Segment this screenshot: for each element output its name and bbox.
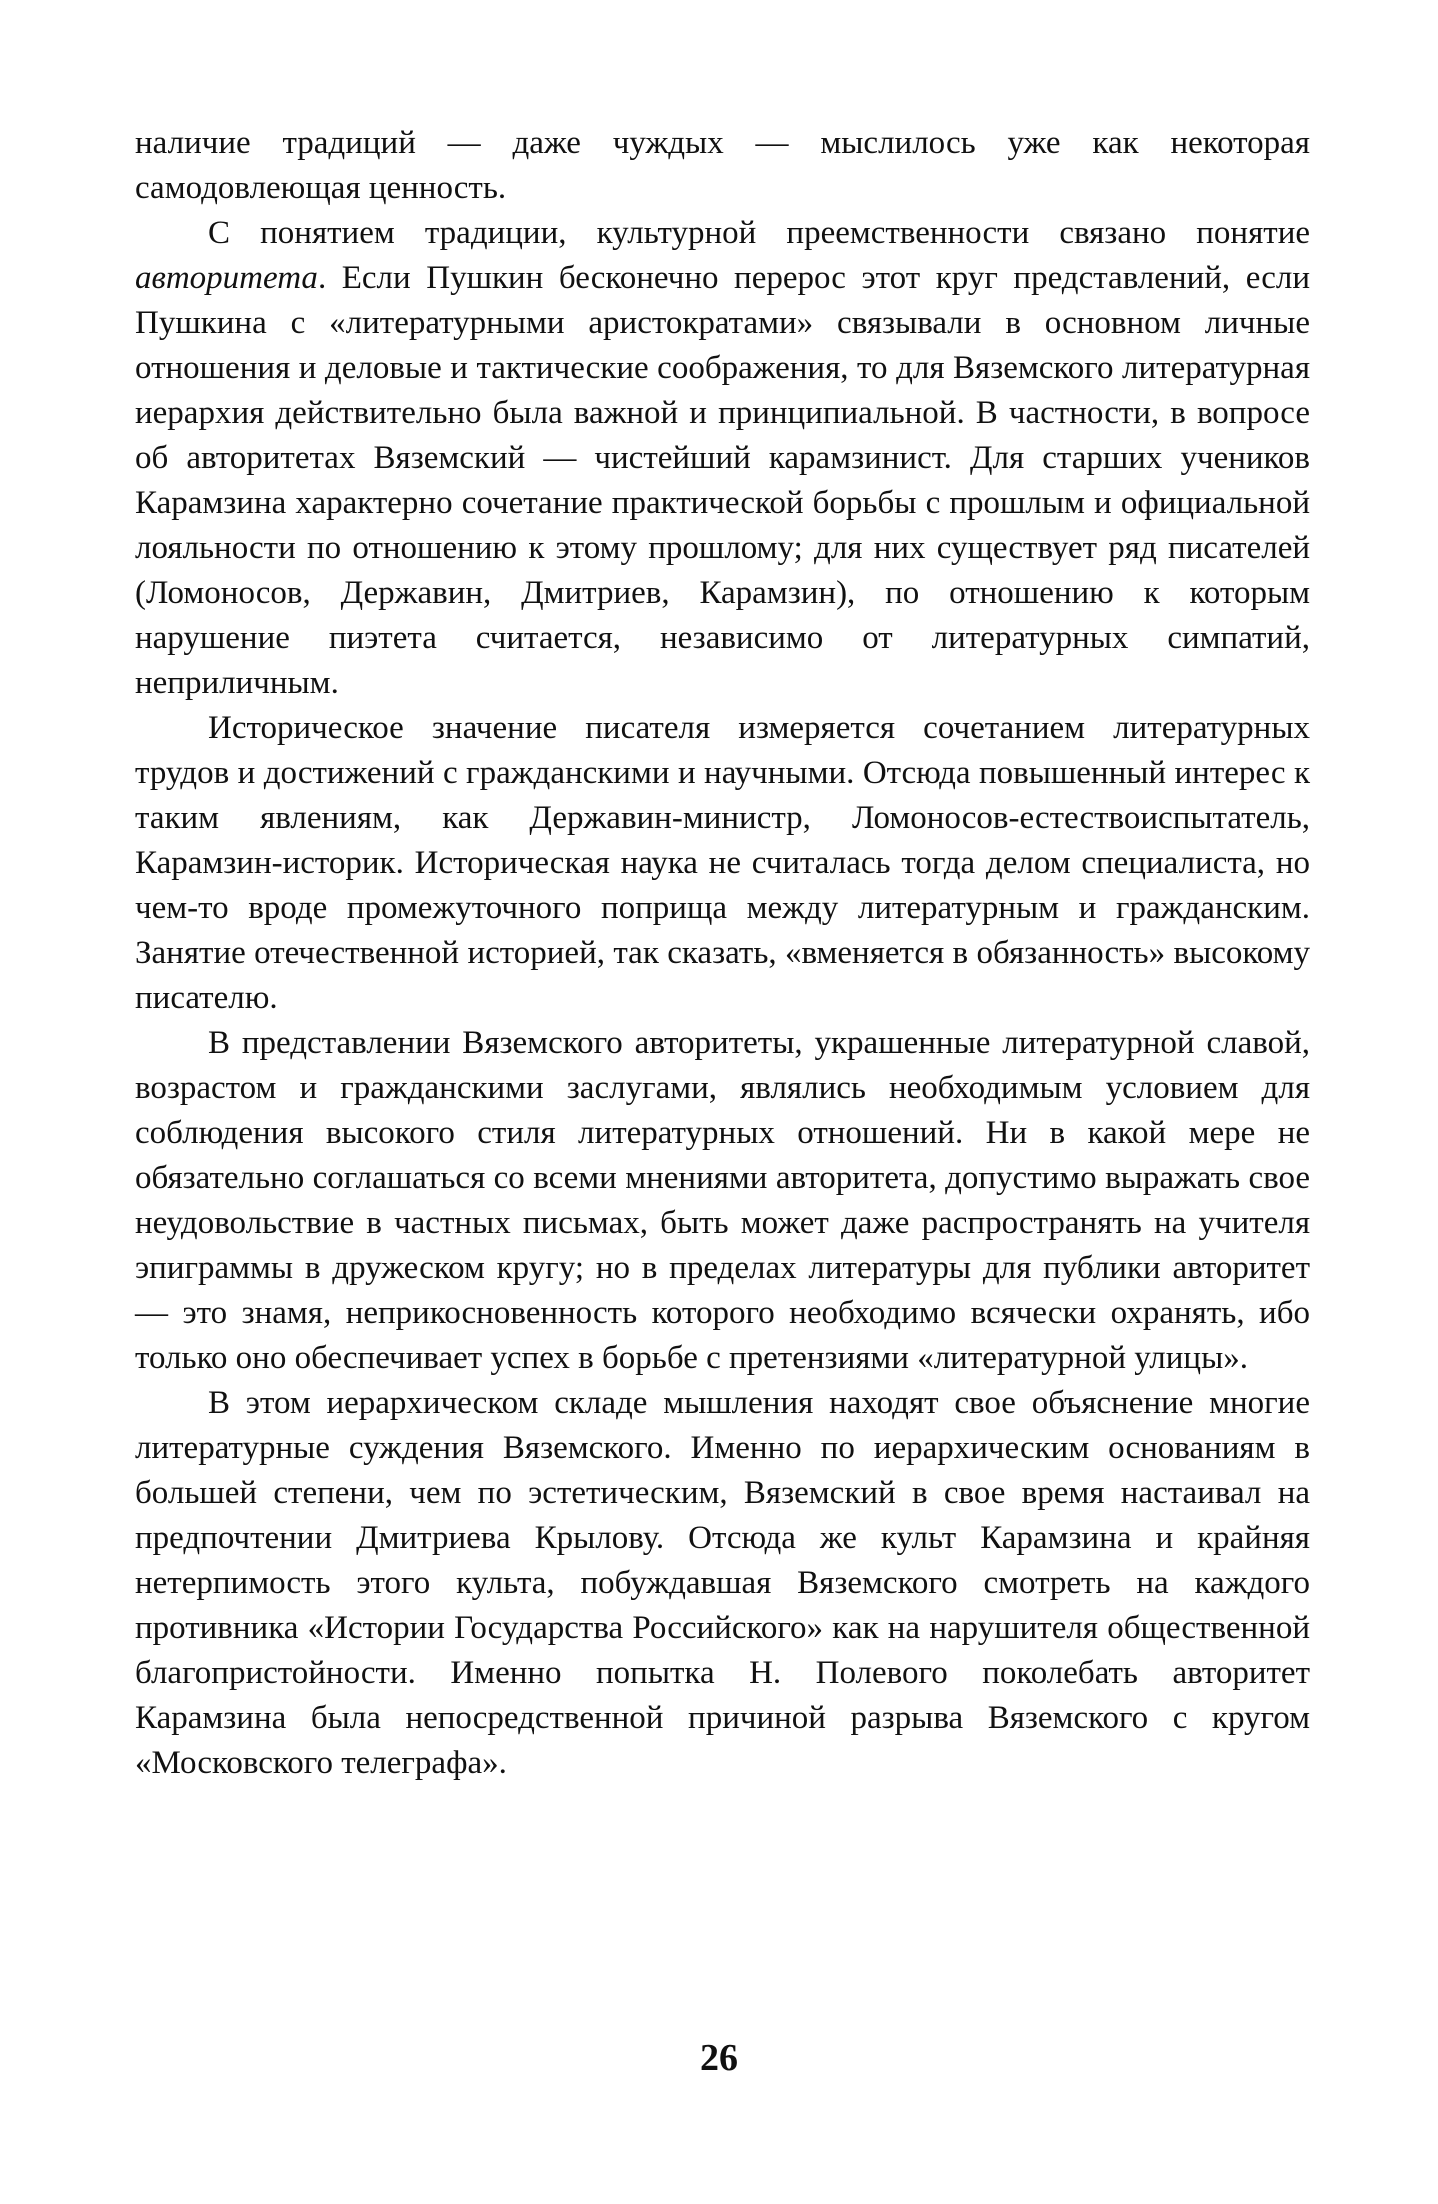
paragraph-3: Историческое значение писателя измеряется сочетанием литературных трудов и достижений с гражданскими и научными. Отсюда повышенный интерес к таким явлениям, как Державин-министр, Ломоносов-естествоиспытатель, Карамзин-историк. Историческая наука не считалась тогда делом специалиста, но чем-то вроде промежуточного поприща между литературным и гражданским. Занятие отечественной историей, так сказать, «вменяется в обязанность» высокому писателю. xyxy=(135,710,1310,1016)
page-number: 26 xyxy=(700,2037,738,2079)
paragraph-1: наличие традиций — даже чуждых — мыслилось уже как некоторая самодовлеющая ценность. xyxy=(135,125,1310,206)
body-text xyxy=(135,121,1310,1786)
emphasized-term: авторитета xyxy=(135,260,318,296)
paragraph-5: В этом иерархическом складе мышления находят свое объяснение многие литературные суждения Вяземского. Именно по иерархическим основаниям в большей степени, чем по эстетическим, Вяземский в свое время настаивал на предпочтении Дмитриева Крылову. Отсюда же культ Карамзина и крайняя нетерпимость этого культа, побуждавшая Вяземского смотреть на каждого противника «Истории Государства Российского» как на нарушителя общественной благопристойности. Именно попытка Н. Полевого поколебать авторитет Карамзина была непосредственной причиной разрыва Вяземского с кругом «Московского телеграфа». xyxy=(135,1385,1310,1781)
paragraph-4: В представлении Вяземского авторитеты, украшенные литературной славой, возрастом и гражданскими заслугами, являлись необходимым условием для соблюдения высокого стиля литературных отношений. Ни в какой мере не обязательно соглашаться со всеми мнениями авторитета, допустимо выражать свое неудовольствие в частных письмах, быть может даже распространять на учителя эпиграммы в дружеском кругу; но в пределах литературы для публики авторитет — это знамя, неприкосновенность которого необходимо всячески охранять, ибо только оно обеспечивает успех в борьбе с претензиями «литературной улицы». xyxy=(135,1025,1310,1376)
paragraph-2-rest: . Если Пушкин бесконечно перерос этот круг представлений, если Пушкина с «литературными аристократами» связывали в основном личные отношения и деловые и тактические соображения, то для Вяземского литературная иерархия действительно была важной и принципиальной. В частности, в вопросе об авторитетах Вяземский — чистейший карамзинист. Для старших учеников Карамзина характерно сочетание практической борьбы с прошлым и официальной лояльности по отношению к этому прошлому; для них существует ряд писателей (Ломоносов, Державин, Дмитриев, Карамзин), по отношению к которым нарушение пиэтета считается, независимо от литературных симпатий, неприличным. xyxy=(135,260,1310,701)
paragraph-2-lead: С понятием традиции, культурной преемственности связано понятие xyxy=(208,215,1310,251)
paragraph-2 xyxy=(135,211,1310,706)
